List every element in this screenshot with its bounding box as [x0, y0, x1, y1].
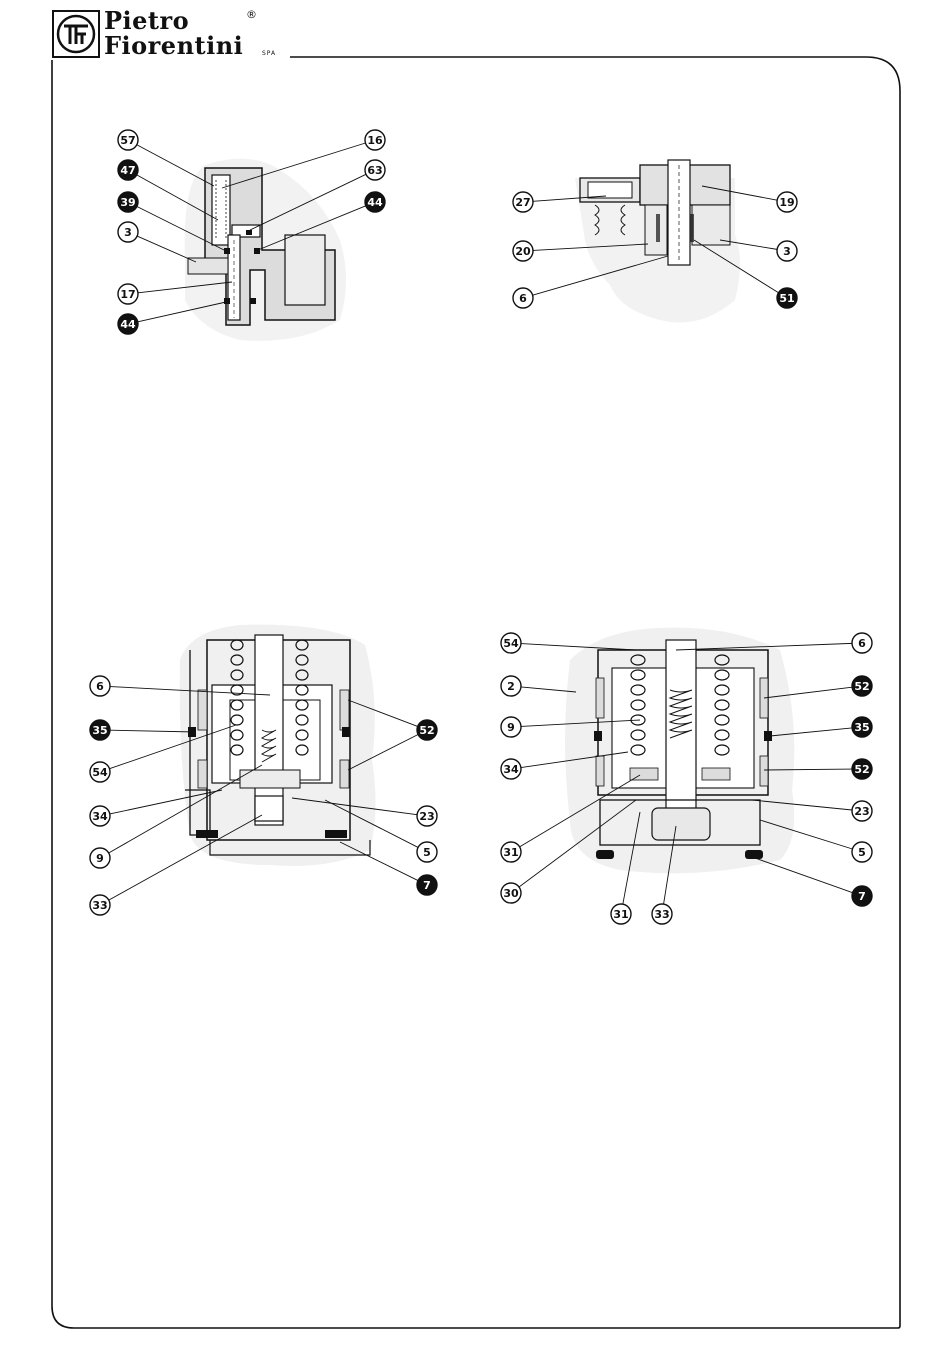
- callout-3: [777, 241, 797, 261]
- leader-line: [340, 842, 418, 881]
- callout-label: 47: [120, 164, 136, 177]
- callout-label: 7: [423, 879, 431, 892]
- callout-label: 52: [419, 724, 435, 737]
- callout-34: [501, 759, 521, 779]
- callout-6: [852, 633, 872, 653]
- diagram-top-right: [575, 160, 740, 323]
- callout-label: 9: [507, 721, 515, 734]
- callout-7: [417, 875, 437, 895]
- callout-44: [365, 192, 385, 212]
- callout-33: [90, 895, 110, 915]
- callout-label: 16: [367, 134, 383, 147]
- callout-label: 31: [503, 846, 519, 859]
- callout-label: 9: [96, 852, 104, 865]
- callout-label: 57: [120, 134, 136, 147]
- callout-23: [852, 801, 872, 821]
- callout-label: 27: [515, 196, 531, 209]
- callout-label: 23: [419, 810, 435, 823]
- callout-23: [417, 806, 437, 826]
- callout-5: [852, 842, 872, 862]
- diagram-top-left: [185, 159, 346, 341]
- callout-31: [611, 904, 631, 924]
- callout-47: [118, 160, 138, 180]
- diagram-bottom-right: [565, 628, 794, 874]
- callout-label: 39: [120, 196, 136, 209]
- callout-label: 54: [503, 637, 519, 650]
- callout-label: 30: [503, 887, 519, 900]
- callout-54: [90, 762, 110, 782]
- callout-label: 52: [854, 680, 870, 693]
- callout-label: 7: [858, 890, 866, 903]
- callout-19: [777, 192, 797, 212]
- callout-label: 52: [854, 763, 870, 776]
- callout-label: 35: [854, 721, 870, 734]
- callout-27: [513, 192, 533, 212]
- callout-label: 34: [503, 763, 519, 776]
- callout-label: 44: [367, 196, 383, 209]
- callout-39: [118, 192, 138, 212]
- callout-16: [365, 130, 385, 150]
- callout-label: 31: [613, 908, 629, 921]
- callout-label: 3: [124, 226, 132, 239]
- callout-57: [118, 130, 138, 150]
- brand-name-line2: Fiorentini: [104, 31, 244, 60]
- callout-label: 34: [92, 810, 108, 823]
- callout-20: [513, 241, 533, 261]
- callout-52: [852, 676, 872, 696]
- callout-label: 20: [515, 245, 531, 258]
- callout-52: [417, 720, 437, 740]
- callout-9: [90, 848, 110, 868]
- callout-63: [365, 160, 385, 180]
- callout-label: 6: [96, 680, 104, 693]
- callout-54: [501, 633, 521, 653]
- callout-35: [852, 717, 872, 737]
- callout-6: [513, 288, 533, 308]
- callout-label: 35: [92, 724, 108, 737]
- callout-label: 5: [858, 846, 866, 859]
- callout-label: 6: [858, 637, 866, 650]
- callout-label: 63: [367, 164, 383, 177]
- brand-suffix: SPA: [262, 50, 277, 57]
- callout-35: [90, 720, 110, 740]
- callout-label: 33: [92, 899, 108, 912]
- callout-30: [501, 883, 521, 903]
- callout-5: [417, 842, 437, 862]
- callout-label: 3: [783, 245, 791, 258]
- callout-33: [652, 904, 672, 924]
- leader-line: [755, 858, 853, 893]
- callout-label: 17: [120, 288, 136, 301]
- callout-44: [118, 314, 138, 334]
- callout-3: [118, 222, 138, 242]
- callout-label: 5: [423, 846, 431, 859]
- callout-17: [118, 284, 138, 304]
- callout-34: [90, 806, 110, 826]
- registered-mark: ®: [246, 8, 257, 21]
- callout-label: 44: [120, 318, 136, 331]
- callout-9: [501, 717, 521, 737]
- diagram-bottom-left: [180, 625, 376, 866]
- callout-6: [90, 676, 110, 696]
- callout-label: 23: [854, 805, 870, 818]
- callout-label: 19: [779, 196, 795, 209]
- callout-label: 51: [779, 292, 795, 305]
- brand-name-line1: Pietro: [104, 6, 190, 35]
- callout-31: [501, 842, 521, 862]
- callout-label: 6: [519, 292, 527, 305]
- callout-7: [852, 886, 872, 906]
- callout-label: 2: [507, 680, 515, 693]
- callout-52: [852, 759, 872, 779]
- callout-label: 33: [654, 908, 670, 921]
- leader-line: [137, 145, 214, 186]
- callout-51: [777, 288, 797, 308]
- callout-2: [501, 676, 521, 696]
- callout-label: 54: [92, 766, 108, 779]
